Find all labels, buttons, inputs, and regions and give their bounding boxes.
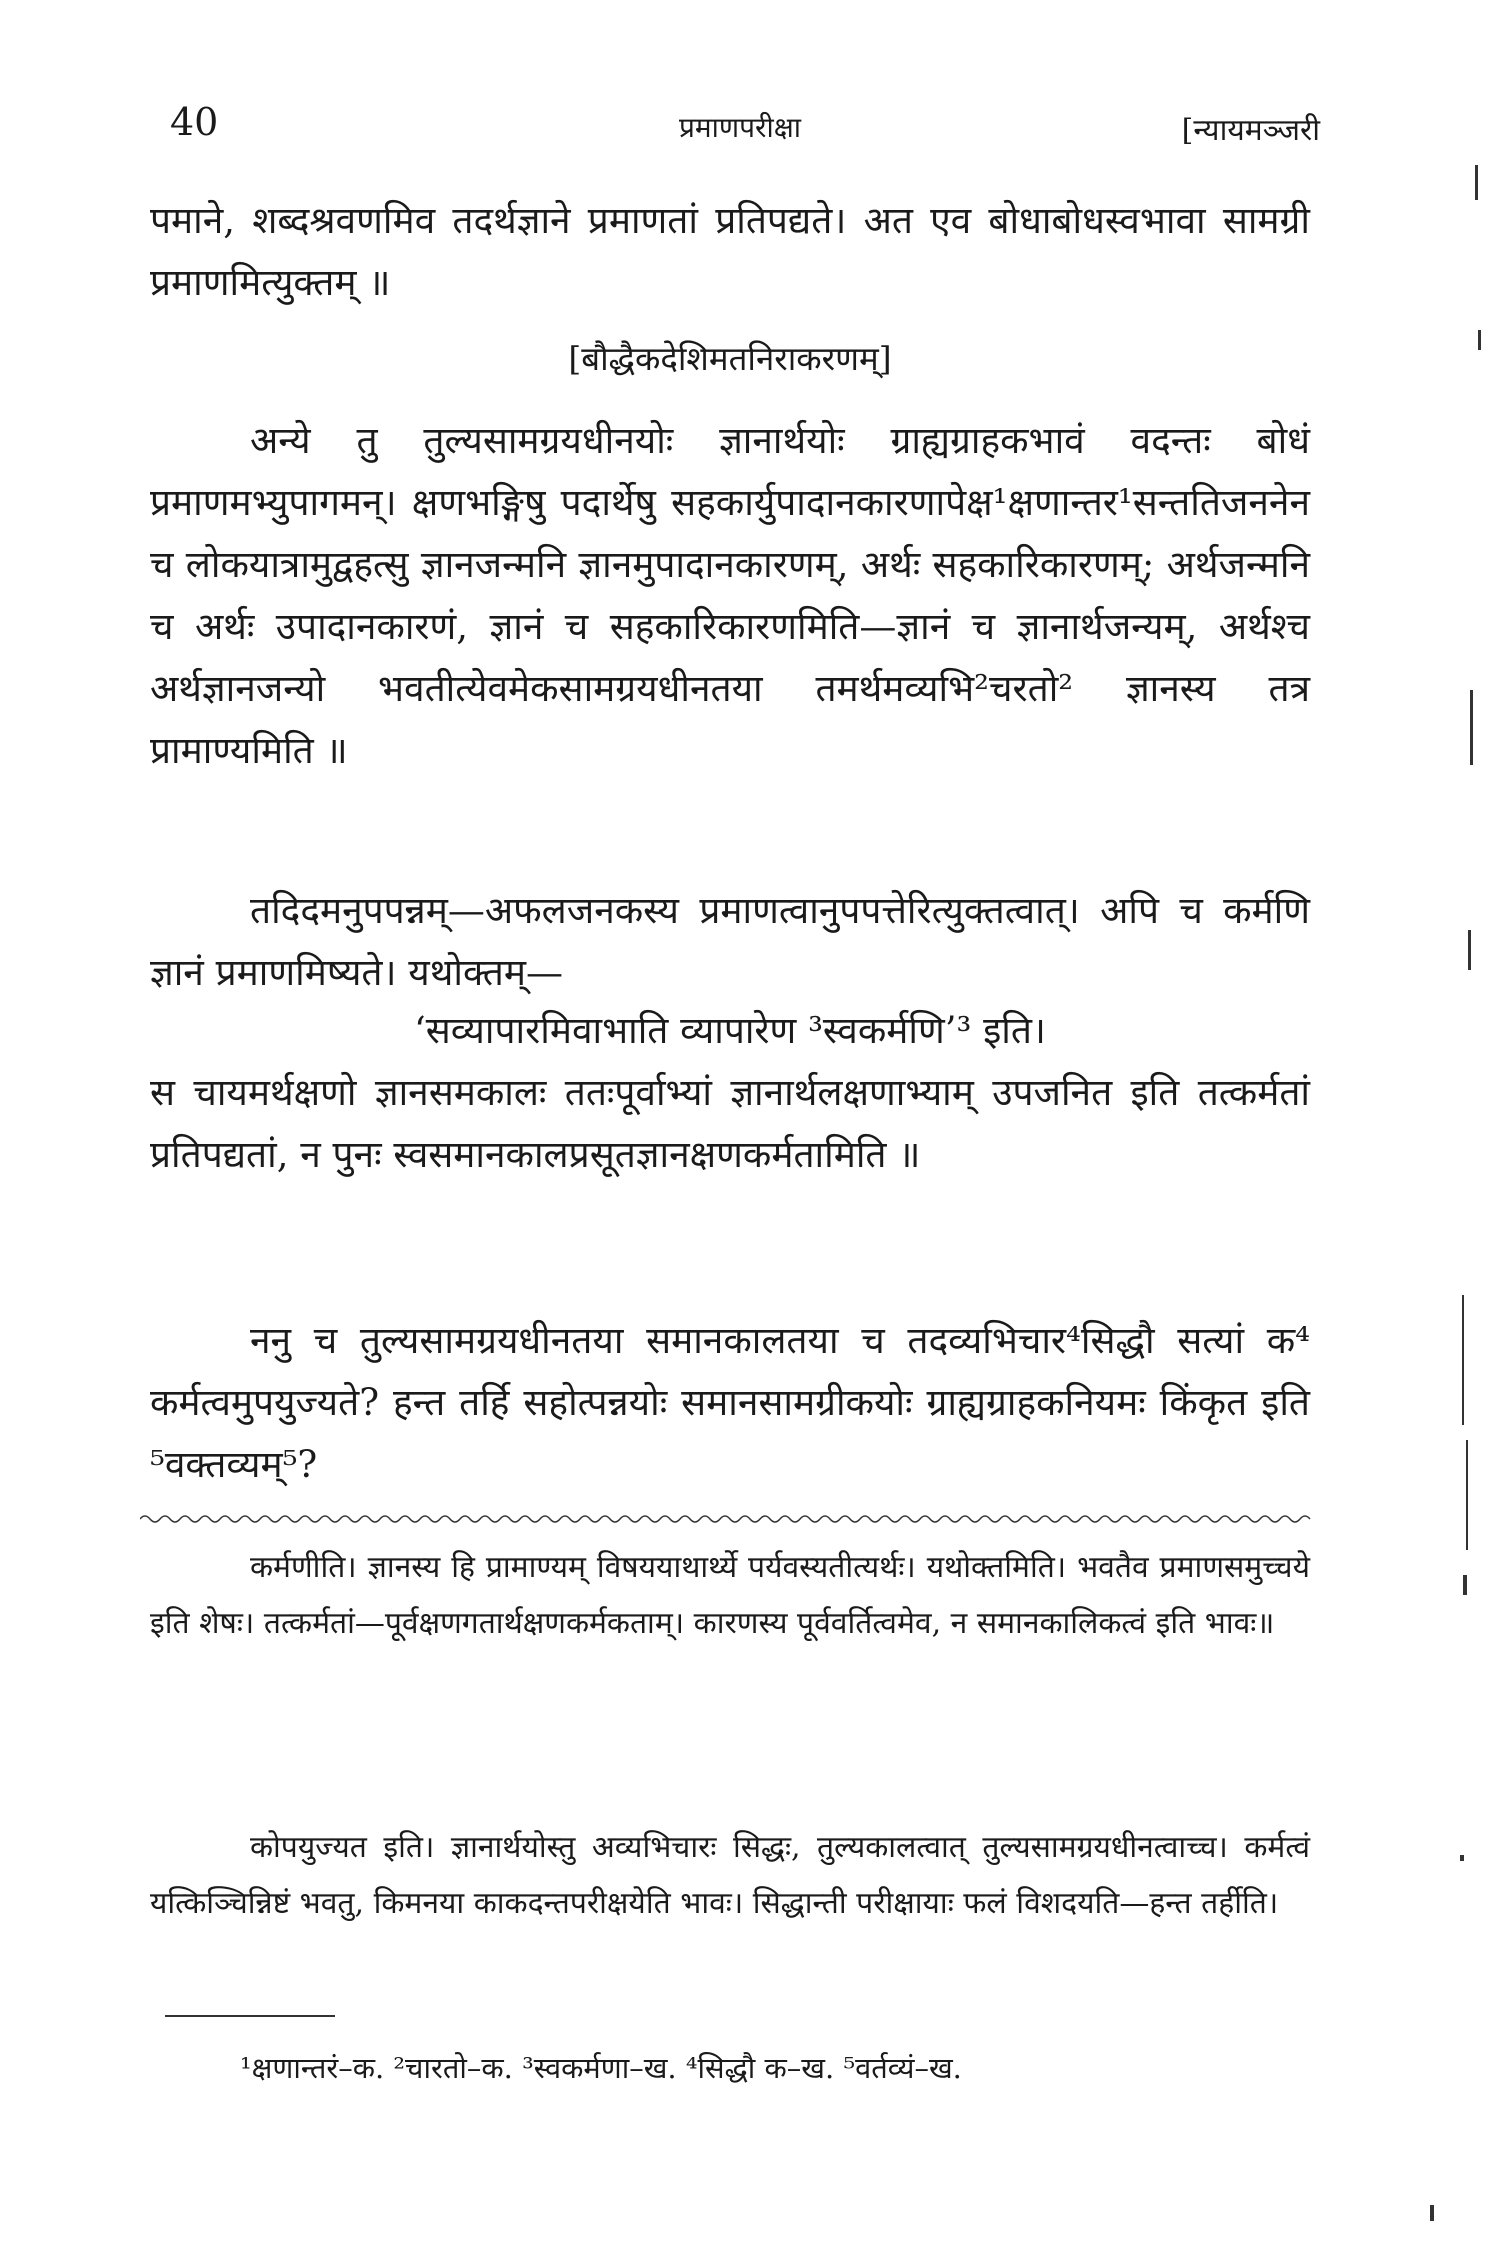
scan-mark — [1463, 1575, 1467, 1595]
commentary-text: कर्मणीति। ज्ञानस्य हि प्रामाण्यम् विषययाथार्थ्ये पर्यवस्यतीत्यर्थः। यथोक्तमिति। भवतैव प्रमाणसमुच्चये इति शेषः। तत्कर्मतां—पूर्वक्षणगतार्थक्षणकर्मकताम्। कारणस्य पूर्ववर्तित्वमेव, न समानकालिकत्वं इति भावः॥ — [150, 1550, 1310, 1641]
paragraph-text: अन्ये तु तुल्यसामग्रयधीनयोः ज्ञानार्थयोः ग्राह्यग्राहकभावं वदन्तः बोधं प्रमाणमभ्युपागमन्। क्षणभङ्गिषु पदार्थेषु सहकार्युपादानकारणापेक्ष¹क्षणान्तर¹सन्ततिजननेन च लोकयात्रामुद्वहत्सु ज्ञानजन्मनि ज्ञानमुपादानकारणम्, अर्थः सहकारिकारणम्; अर्थजन्मनि च अर्थः उपादानकारणं, ज्ञानं च सहकारिकारणमिति—ज्ञानं च ज्ञानार्थजन्यम्, अर्थश्च अर्थज्ञानजन्यो भवतीत्येवमेकसामग्रयधीनतया तमर्थमव्यभि²चरतो² ज्ञानस्य तत्र प्रामाण्यमिति ॥ — [150, 419, 1310, 772]
wavy-divider — [140, 1512, 1315, 1526]
paragraph-text: पमाने, शब्दश्रवणमिव तदर्थज्ञाने प्रमाणतां प्रतिपद्यते। अत एव बोधाबोधस्वभावा सामग्री प्रमाणमित्युक्तम् ॥ — [150, 199, 1310, 304]
paragraph-text: तदिदमनुपपन्नम्—अफलजनकस्य प्रमाणत्वानुपपत्तेरित्युक्तत्वात्। अपि च कर्मणि ज्ञानं प्रमाणमिष्यते। यथोक्तम्— — [150, 889, 1310, 994]
page-number: 40 — [170, 100, 219, 144]
commentary-text: कोपयुज्यत इति। ज्ञानार्थयोस्तु अव्यभिचारः सिद्धः, तुल्यकालत्वात् तुल्यसामग्रयधीनत्वाच्च। कर्मत्वं यत्किञ्चिन्निष्टं भवतु, किमनया काकदन्तपरीक्षयेति भावः। सिद्धान्ती परीक्षायाः फलं विशदयति—हन्त तर्हीति। — [150, 1830, 1310, 1921]
running-title: प्रमाणपरीक्षा — [678, 111, 802, 144]
commentary-2 — [150, 1820, 1310, 1932]
footnote-rule — [165, 2015, 335, 2017]
paragraph-text: स चायमर्थक्षणो ज्ञानसमकालः ततःपूर्वाभ्यां ज्ञानार्थलक्षणाभ्याम् उपजनित इति तत्कर्मतां प्रतिपद्यतां, न पुनः स्वसमानकालप्रसूतज्ञानक्षणकर्मतामिति ॥ — [150, 1071, 1310, 1176]
paragraph-5 — [150, 1310, 1310, 1496]
book-title: [न्यायमञ्जरी — [1181, 113, 1320, 148]
footnotes: ¹क्षणान्तरं–क. ²चारतो–क. ³स्वकर्मणा–ख. ⁴सिद्धौ क–ख. ⁵वर्तव्यं–ख. — [240, 2051, 962, 2085]
scan-mark — [1470, 690, 1473, 765]
scan-mark — [1468, 930, 1471, 970]
paragraph-1 — [150, 190, 1310, 314]
paragraph-4 — [150, 1062, 1310, 1186]
section-heading: [बौद्धैकदेशिमतनिराकरणम्] — [568, 339, 892, 378]
commentary-1 — [150, 1540, 1310, 1652]
quote-text: ‘सव्यापारमिवाभाति व्यापारेण ³स्वकर्मणि’³ इति। — [414, 1009, 1046, 1052]
scan-mark — [1430, 2205, 1434, 2221]
verse-quote — [150, 1000, 1310, 1062]
scan-mark — [1475, 165, 1478, 200]
scan-mark — [1478, 330, 1481, 350]
paragraph-text: ननु च तुल्यसामग्रयधीनतया समानकालतया च तदव्यभिचार⁴सिद्धौ सत्यां क⁴ कर्मत्वमुपयुज्यते? हन्त तर्हि सहोत्पन्नयोः समानसामग्रीकयोः ग्राह्यग्राहकनियमः किंकृत इति ⁵वक्तव्यम्⁵? — [150, 1319, 1310, 1486]
paragraph-2 — [150, 410, 1310, 782]
paragraph-3 — [150, 880, 1310, 1004]
scan-mark — [1466, 1440, 1468, 1550]
scan-mark — [1460, 1855, 1464, 1861]
page-header — [160, 100, 1320, 160]
scan-mark — [1462, 1295, 1464, 1425]
